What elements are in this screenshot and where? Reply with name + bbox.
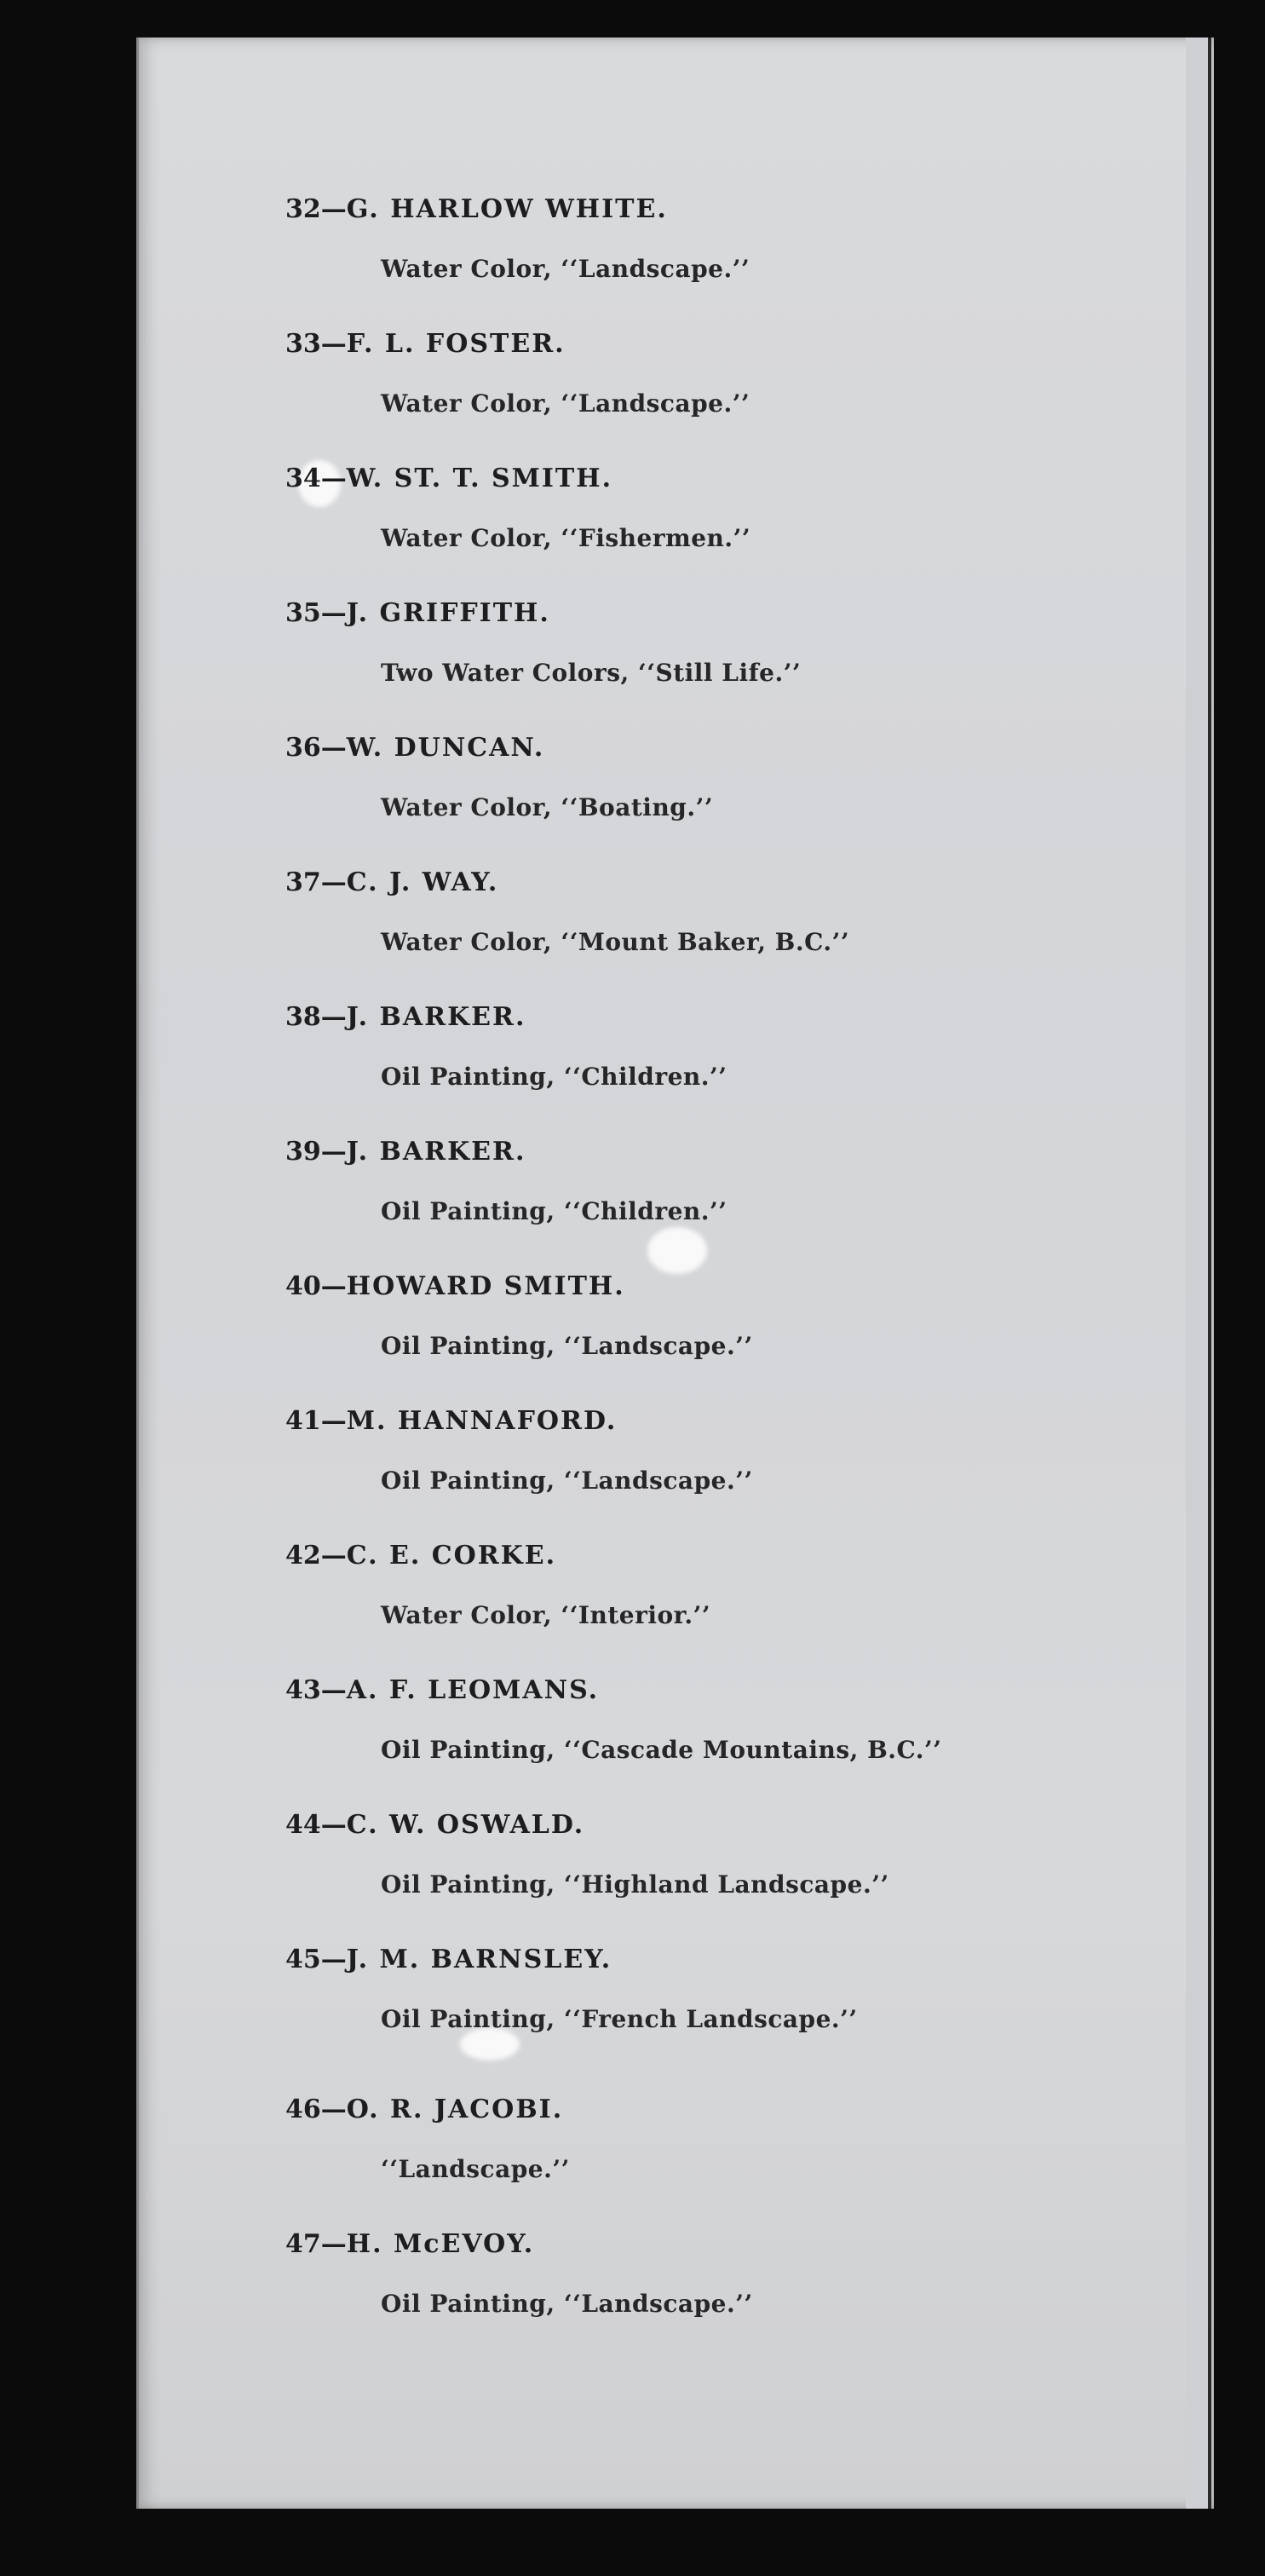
exhibit-heading [285,1266,1137,1307]
exhibit-entry [285,1939,1137,2089]
number-dash: — [320,2229,347,2259]
number-dash: — [320,194,347,224]
number-dash: — [320,2095,347,2124]
exhibit-heading [285,593,1137,634]
exhibit-entry [285,1536,1137,1670]
exhibit-entry [285,997,1137,1132]
exhibit-heading [285,1132,1137,1173]
exhibit-entry [285,1401,1137,1536]
exhibit-number: 35 [285,598,321,628]
artwork-description: Oil Painting, ‘‘Children.’’ [381,1063,727,1091]
exhibit-heading [285,1939,1137,1980]
exhibit-heading [285,2224,1137,2265]
exhibit-number: 44 [285,1810,321,1840]
number-dash: — [320,1002,347,1032]
exhibit-entry [285,862,1137,997]
exhibit-entry [285,728,1137,862]
artwork-description: Oil Painting, ‘‘Children.’’ [381,1197,727,1225]
number-dash: — [320,867,347,897]
artist-name: J. GRIFFITH. [346,598,550,628]
exhibit-entry [285,1805,1137,1939]
exhibit-number: 39 [285,1137,321,1167]
number-dash: — [320,1137,347,1167]
exhibit-heading [285,997,1137,1038]
artwork-description: ‘‘Landscape.’’ [381,2155,570,2183]
artist-name: W. DUNCAN. [346,733,545,763]
artwork-description: Oil Painting, ‘‘Landscape.’’ [381,1332,753,1360]
artist-name: HOWARD SMITH. [346,1271,625,1301]
number-dash: — [320,733,347,763]
adjacent-page-edge [1186,37,1208,2509]
artist-name: H. McEVOY. [346,2229,535,2259]
artwork-description: Oil Painting, ‘‘French Landscape.’’ [381,2005,858,2033]
artist-name: W. ST. T. SMITH. [346,464,613,493]
exhibit-number: 40 [285,1271,321,1301]
artist-name: J. M. BARNSLEY. [346,1945,612,1974]
exhibit-number: 36 [285,733,321,763]
number-dash: — [320,1541,347,1570]
exhibit-number: 45 [285,1945,321,1974]
exhibit-heading [285,728,1137,769]
artwork-description: Oil Painting, ‘‘Landscape.’’ [381,2290,753,2318]
artwork-description: Water Color, ‘‘Interior.’’ [381,1601,711,1629]
artwork-description: Oil Painting, ‘‘Landscape.’’ [381,1467,753,1495]
exhibit-number: 43 [285,1675,321,1705]
artist-name: O. R. JACOBI. [346,2095,564,2124]
artist-name: C. W. OSWALD. [346,1810,585,1840]
artist-name: G. HARLOW WHITE. [346,194,668,224]
exhibit-entry [285,2224,1137,2359]
exhibit-entry [285,324,1137,458]
number-dash: — [320,1271,347,1301]
exhibit-list [285,189,1137,2359]
artwork-description: Water Color, ‘‘Mount Baker, B.C.’’ [381,928,850,956]
artist-name: C. J. WAY. [346,867,499,897]
artist-name: M. HANNAFORD. [346,1406,618,1436]
artist-name: J. BARKER. [346,1002,526,1032]
exhibit-number: 33 [285,329,321,359]
number-dash: — [320,1675,347,1705]
exhibit-heading [285,1805,1137,1846]
artwork-description: Water Color, ‘‘Landscape.’’ [381,255,750,283]
exhibit-number: 47 [285,2229,321,2259]
artist-name: C. E. CORKE. [346,1541,557,1570]
exhibit-heading [285,324,1137,365]
exhibit-number: 42 [285,1541,321,1570]
number-dash: — [320,1810,347,1840]
artist-name: F. L. FOSTER. [346,329,566,359]
number-dash: — [320,1406,347,1436]
page-fold-line [1208,37,1211,2509]
exhibit-heading [285,1401,1137,1442]
exhibit-heading [285,1670,1137,1711]
exhibit-entry [285,593,1137,728]
exhibit-number: 46 [285,2095,321,2124]
artwork-description: Water Color, ‘‘Boating.’’ [381,793,714,821]
exhibit-heading [285,458,1137,499]
exhibit-entry [285,458,1137,593]
number-dash: — [320,1945,347,1974]
number-dash: — [320,598,347,628]
exhibit-entry [285,1670,1137,1805]
exhibit-entry [285,189,1137,324]
exhibit-number: 37 [285,867,321,897]
exhibit-number: 32 [285,194,321,224]
exhibit-number: 34 [285,464,321,493]
exhibit-entry [285,1132,1137,1266]
number-dash: — [320,464,347,493]
exhibit-heading [285,1536,1137,1576]
artwork-description: Water Color, ‘‘Fishermen.’’ [381,524,751,552]
artwork-description: Oil Painting, ‘‘Highland Landscape.’’ [381,1870,889,1899]
exhibit-entry [285,1266,1137,1401]
number-dash: — [320,329,347,359]
artwork-description: Water Color, ‘‘Landscape.’’ [381,389,750,418]
exhibit-entry [285,2089,1137,2224]
exhibit-number: 38 [285,1002,321,1032]
exhibit-number: 41 [285,1406,321,1436]
artwork-description: Two Water Colors, ‘‘Still Life.’’ [381,659,802,687]
artist-name: A. F. LEOMANS. [346,1675,600,1705]
exhibit-heading [285,2089,1137,2130]
exhibit-heading [285,862,1137,903]
artwork-description: Oil Painting, ‘‘Cascade Mountains, B.C.’’ [381,1736,942,1764]
artist-name: J. BARKER. [346,1137,526,1167]
exhibit-heading [285,189,1137,230]
